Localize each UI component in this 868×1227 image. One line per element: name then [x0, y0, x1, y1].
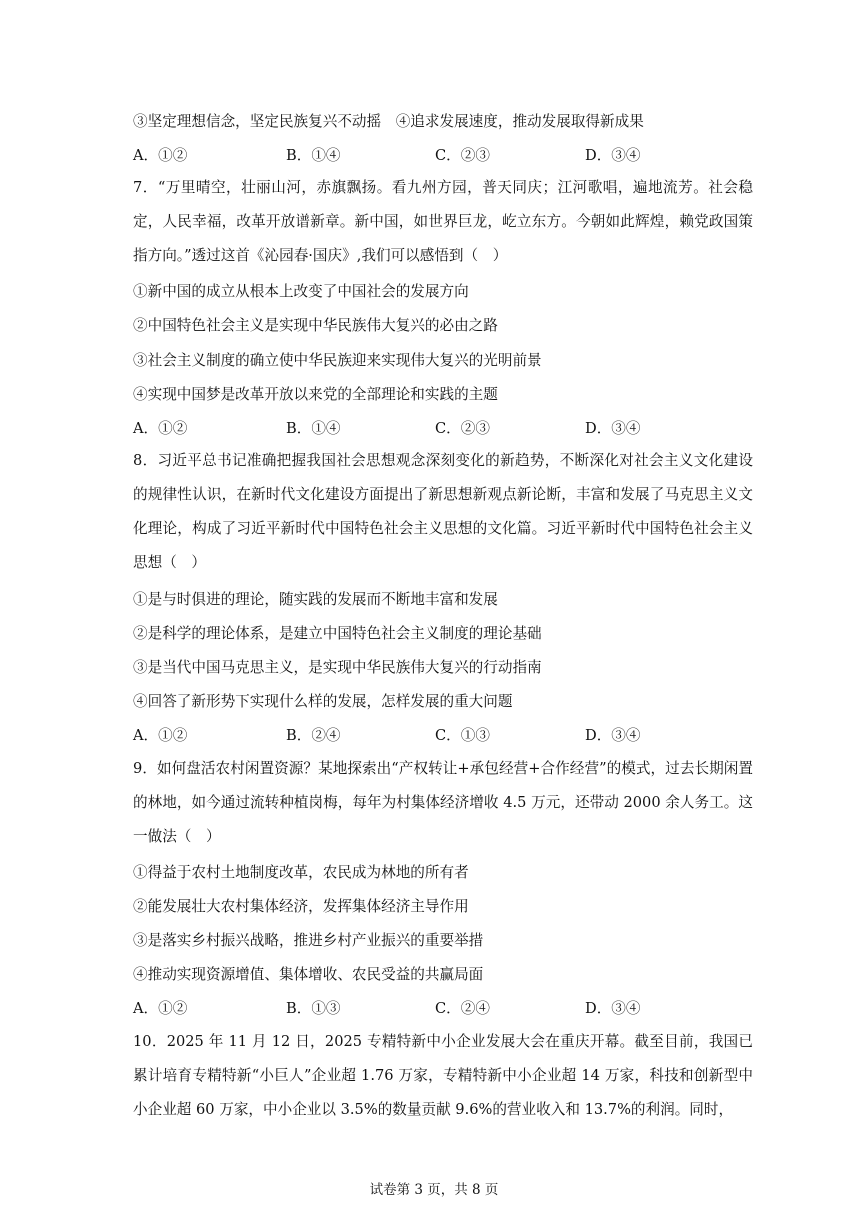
q9-item-1: ①得益于农村土地制度改革，农民成为林地的所有者: [133, 864, 469, 881]
option-d: D．③④: [585, 727, 641, 744]
page-footer: 试卷第 3 页，共 8 页: [369, 1182, 499, 1198]
option-c: C．②③: [435, 147, 490, 164]
option-a: A．①②: [133, 1000, 188, 1017]
option-c: C．②③: [435, 420, 490, 437]
q8-item-3: ③是当代中国马克思主义，是实现中华民族伟大复兴的行动指南: [133, 659, 542, 676]
item-3-4-carryover: ③坚定理想信念，坚定民族复兴不动摇 ④追求发展速度，推动发展取得新成果: [133, 113, 644, 130]
q7-item-3: ③社会主义制度的确立使中华民族迎来实现伟大复兴的光明前景: [133, 352, 542, 369]
q8-item-1: ①是与时俱进的理论，随实践的发展而不断地丰富和发展: [133, 591, 498, 608]
option-a: A．①②: [133, 727, 188, 744]
option-d: D．③④: [585, 1000, 641, 1017]
question-10-stem: 10．2025 年 11 月 12 日，2025 专精特新中小企业发展大会在重庆开幕。截至目前，我国已累计培育专精特新“小巨人”企业超 1.76 万家，专精特新中小企业超 14 万家，科技和创新型中小企业超 60 万家，中小企业以 3.5%的数量贡献 9.6%的营业收入和 13.7%的利润。同时，: [133, 1033, 753, 1118]
option-d: D．③④: [585, 420, 641, 437]
options-q8: [133, 726, 753, 746]
options-q6: [133, 146, 753, 166]
option-c: C．②④: [435, 1000, 490, 1017]
q7-item-4: ④实现中国梦是改革开放以来党的全部理论和实践的主题: [133, 386, 498, 403]
q9-item-3: ③是落实乡村振兴战略，推进乡村产业振兴的重要举措: [133, 932, 484, 949]
option-b: B．①④: [286, 147, 341, 164]
options-q7: [133, 419, 753, 439]
q9-item-2: ②能发展壮大农村集体经济，发挥集体经济主导作用: [133, 898, 469, 915]
q7-item-1: ①新中国的成立从根本上改变了中国社会的发展方向: [133, 283, 469, 300]
question-9-stem: 9．如何盘活农村闲置资源？某地探索出“产权转让+承包经营+合作经营”的模式，过去长期闲置的林地，如今通过流转种植岗梅，每年为村集体经济增收 4.5 万元，还带动 2000 余人务工。这一做法（ ）: [133, 760, 753, 845]
q7-item-2: ②中国特色社会主义是实现中华民族伟大复兴的必由之路: [133, 317, 498, 334]
options-q9: [133, 999, 753, 1019]
option-b: B．①③: [286, 1000, 341, 1017]
question-8-stem: 8．习近平总书记准确把握我国社会思想观念深刻变化的新趋势，不断深化对社会主义文化建设的规律性认识，在新时代文化建设方面提出了新思想新观点新论断，丰富和发展了马克思主义文化理论，构成了习近平新时代中国特色社会主义思想的文化篇。习近平新时代中国特色社会主义思想（ ）: [133, 452, 753, 571]
option-a: A．①②: [133, 147, 188, 164]
question-7-stem: 7．“万里晴空，壮丽山河，赤旗飘扬。看九州方园，普天同庆；江河歌唱，遍地流芳。社会稳定，人民幸福，改革开放谱新章。新中国，如世界巨龙，屹立东方。今朝如此辉煌，赖党政国策指方向。”透过这首《沁园春·国庆》,我们可以感悟到（ ）: [133, 179, 753, 264]
option-c: C．①③: [435, 727, 490, 744]
q8-item-4: ④回答了新形势下实现什么样的发展，怎样发展的重大问题: [133, 693, 513, 710]
q9-item-4: ④推动实现资源增值、集体增收、农民受益的共赢局面: [133, 966, 484, 983]
option-d: D．③④: [585, 147, 641, 164]
option-a: A．①②: [133, 420, 188, 437]
option-b: B．②④: [286, 727, 341, 744]
q8-item-2: ②是科学的理论体系，是建立中国特色社会主义制度的理论基础: [133, 625, 542, 642]
option-b: B．①④: [286, 420, 341, 437]
